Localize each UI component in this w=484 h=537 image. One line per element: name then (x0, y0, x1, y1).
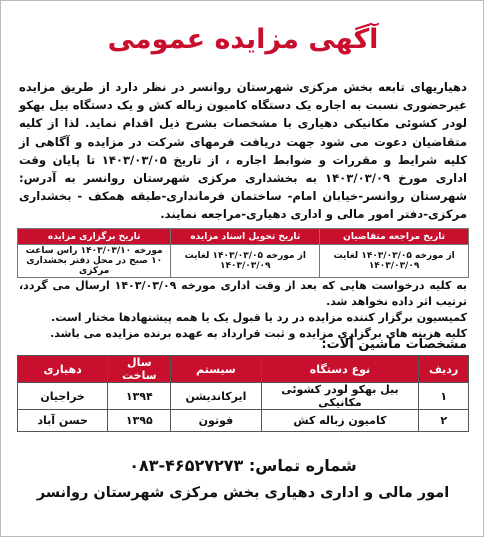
schedule-header-auction: تاریخ برگزاری مزایده (18, 229, 171, 245)
col-header-device-type: نوع دستگاه (261, 356, 419, 383)
note-late-requests: به کلیه درخواست هایی که بعد از وقت اداری مورخه ۱۴۰۳/۰۳/۰۹ ارسال می گردد، ترتیب اثر داده نخواهد شد. (19, 279, 467, 308)
schedule-header-row (18, 229, 469, 245)
col-header-row-number: ردیف (419, 356, 469, 383)
machines-title: مشخصات ماشین آلات: (321, 337, 467, 352)
schedule-value-applicants: از مورخه ۱۴۰۳/۰۳/۰۵ لغایت ۱۴۰۳/۰۳/۰۹ (320, 245, 469, 278)
schedule-header-documents: تاریخ تحویل اسناد مزایده (171, 229, 320, 245)
cell-system: فوتون (171, 410, 261, 432)
cell-device-type: کامیون زباله کش (261, 410, 419, 432)
notice-body: دهیاریهای تابعه بخش مرکزی شهرستان روانسر در نظر دارد از طریق مزایده غیرحضوری نسبت به اجاره یک دستگاه کامیون زباله کش و یک دستگاه بیل بهکو لودر کشوئی مکانیکی دهیاری با مشخصات بشرح ذیل اقدام نماید. لذا از کلیه متقاضیان دعوت می شود جهت دریافت فرمهای شرکت در مزایده و آگاهی از کلیه شرایط و مقررات و ضوابط اجاره ، از تاریخ ۱۴۰۳/۰۳/۰۵ تا پایان وقت اداری مورخ ۱۴۰۳/۰۳/۰۹ به بخشداری مرکزی شهرستان روانسر به آدرس: شهرستان روانسر-خیابان امام- ساختمان فرمانداری-طبقه همکف - بخشداری مرکزی-دفتر امور مالی و اداری دهیاری-مراجعه نمایند. (19, 80, 468, 222)
schedule-header-applicants: تاریخ مراجعه متقاضیان (320, 229, 469, 245)
col-header-village: دهیاری (18, 356, 108, 383)
organization-signature: امور مالی و اداری دهیاری بخش مرکزی شهرستان روانسر (36, 485, 450, 501)
col-header-system: سیستم (171, 356, 261, 383)
contact-phone: شماره تماس: ۴۶۵۲۷۲۷۳-۰۸۳ (129, 456, 357, 475)
cell-device-type: بیل بهکو لودر کشوئی مکانیکی (261, 383, 419, 410)
schedule-value-auction: مورخه ۱۴۰۳/۰۳/۱۰ راس ساعت ۱۰ صبح در محل دفتر بخشداری مرکزی (18, 245, 171, 278)
cell-village: خراجیان (18, 383, 108, 410)
notice-title: آگهی مزایده عمومی (107, 24, 379, 55)
table-row (18, 383, 469, 410)
cell-village: حسن آباد (18, 410, 108, 432)
notes-block (19, 278, 467, 342)
machines-header-row (18, 356, 469, 383)
schedule-table (17, 228, 469, 278)
cell-system: ایرکاندیشن (171, 383, 261, 410)
schedule-value-row (18, 245, 469, 278)
cell-row-number: ۱ (419, 383, 469, 410)
note-commission: کمیسیون برگزار کننده مزایده در رد یا قبول یک یا همه پیشنهادها مختار است. (51, 311, 467, 324)
cell-row-number: ۲ (419, 410, 469, 432)
note-costs: کلیه هزینه های برگزاری مزایده و ثبت قرارداد به عهده برنده مزایده می باشد. (50, 327, 467, 340)
machines-table (17, 355, 469, 432)
cell-year: ۱۳۹۵ (108, 410, 171, 432)
col-header-year: سال ساخت (108, 356, 171, 383)
cell-year: ۱۳۹۴ (108, 383, 171, 410)
table-row (18, 410, 469, 432)
schedule-value-documents: از مورخه ۱۴۰۳/۰۳/۰۵ لغایت ۱۴۰۳/۰۳/۰۹ (171, 245, 320, 278)
